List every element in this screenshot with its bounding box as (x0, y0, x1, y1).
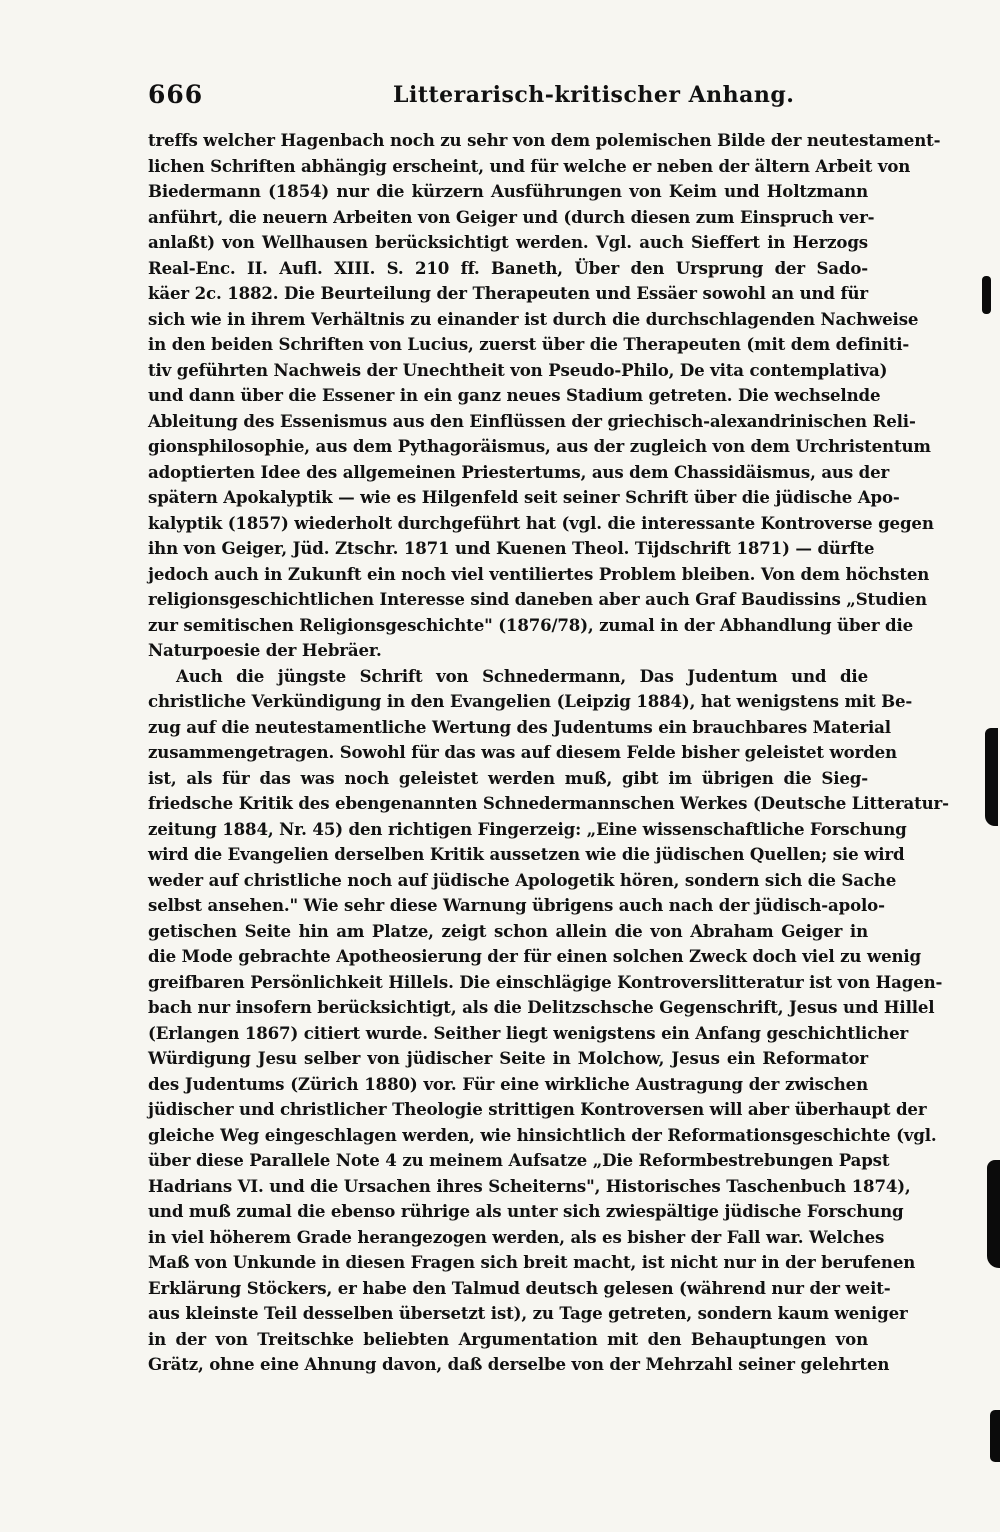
text-line: religionsgeschichtlichen Interesse sind daneben aber auch Graf Baudissins „Studien (148, 589, 927, 609)
text-line: und dann über die Essener in ein ganz neues Stadium getreten. Die wechselnde (148, 385, 881, 405)
text-line: weder auf christliche noch auf jüdische Apologetik hören, sondern sich die Sache (148, 869, 897, 890)
text-line: jedoch auch in Zukunft ein noch viel ventiliertes Problem bleiben. Von dem höchsten (148, 563, 930, 584)
text-line: aus kleinste Teil desselben übersetzt ist), zu Tage getreten, sondern kaum weniger (148, 1303, 908, 1323)
page-number: 666 (148, 80, 204, 109)
text-line: zusammengetragen. Sowohl für das was auf diesem Felde bisher geleistet worden (148, 742, 897, 762)
text-line: in den beiden Schriften von Lucius, zuerst über die Therapeuten (mit dem definiti- (148, 334, 910, 354)
text-line: Naturpoesie der Hebräer. (148, 640, 382, 660)
text-line: adoptierten Idee des allgemeinen Priestertums, aus dem Chassidäismus, aus der (148, 461, 890, 482)
text-line: Biedermann (1854) nur die kürzern Ausführungen von Keim und Holtzmann (148, 181, 868, 201)
margin-mark (985, 728, 998, 826)
text-line: greifbaren Persönlichkeit Hillels. Die einschlägige Kontroverslitteratur ist von Hagen- (148, 971, 943, 992)
text-line: christliche Verkündigung in den Evangelien (Leipzig 1884), hat wenigstens mit Be- (148, 691, 913, 711)
page-header (148, 80, 868, 114)
margin-mark (987, 1160, 1000, 1268)
text-line: Maß von Unkunde in diesen Fragen sich breit macht, ist nicht nur in der berufenen (148, 1252, 916, 1272)
text-line: gionsphilosophie, aus dem Pythagoräismus, aus der zugleich von dem Urchristentum (148, 436, 931, 456)
text-line: gleiche Weg eingeschlagen werden, wie hinsichtlich der Reformationsgeschichte (vgl. (148, 1124, 937, 1145)
text-line: lichen Schriften abhängig erscheint, und für welche er neben der ältern Arbeit von (148, 155, 911, 176)
text-line: kalyptik (1857) wiederholt durchgeführt hat (vgl. die interessante Kontroverse gegen (148, 512, 934, 533)
text-line: und muß zumal die ebenso rührige als unter sich zwiespältige jüdische Forschung (148, 1201, 904, 1221)
text-line: jüdischer und christlicher Theologie strittigen Kontroversen will aber überhaupt der (148, 1099, 927, 1119)
margin-mark (990, 1410, 1000, 1462)
text-line: zug auf die neutestamentliche Wertung des Judentums ein brauchbares Material (148, 716, 891, 737)
text-line: friedsche Kritik des ebengenannten Schnedermannschen Werkes (Deutsche Litteratur- (148, 793, 949, 813)
text-line: Real-Enc. II. Aufl. XIII. S. 210 ff. Baneth, Über den Ursprung der Sado- (148, 257, 868, 278)
text-line: des Judentums (Zürich 1880) vor. Für eine wirkliche Austragung der zwischen (148, 1073, 868, 1094)
text-line: bach nur insofern berücksichtigt, als die Delitzschsche Gegenschrift, Jesus und Hillel (148, 997, 935, 1017)
text-line: Ableitung des Essenismus aus den Einflüssen der griechisch-alexandrinischen Reli- (148, 410, 916, 431)
text-line: tiv geführten Nachweis der Unechtheit von Pseudo-Philo, De vita contemplativa) (148, 359, 888, 380)
text-line: Auch die jüngste Schrift von Schnedermann, Das Judentum und die (176, 665, 868, 686)
text-line: Erklärung Stöckers, er habe den Talmud deutsch gelesen (während nur der weit- (148, 1277, 891, 1298)
running-head: Litterarisch-kritischer Anhang. (393, 82, 795, 108)
text-line: (Erlangen 1867) citiert wurde. Seither liegt wenigstens ein Anfang geschichtlicher (148, 1022, 909, 1043)
text-line: käer 2c. 1882. Die Beurteilung der Therapeuten und Essäer sowohl an und für (148, 283, 868, 303)
text-line: über diese Parallele Note 4 zu meinem Aufsatze „Die Reformbestrebungen Papst (148, 1150, 890, 1170)
text-line: getischen Seite hin am Platze, zeigt schon allein die von Abraham Geiger in (148, 920, 868, 941)
text-line: ihn von Geiger, Jüd. Ztschr. 1871 und Kuenen Theol. Tijdschrift 1871) — dürfte (148, 538, 875, 558)
text-line: in der von Treitschke beliebten Argumentation mit den Behauptungen von (148, 1328, 868, 1349)
body-text (148, 128, 949, 1378)
margin-mark (982, 276, 991, 314)
text-line: wird die Evangelien derselben Kritik aussetzen wie die jüdischen Quellen; sie wird (148, 844, 905, 864)
text-line: sich wie in ihrem Verhältnis zu einander ist durch die durchschlagenden Nachweise (148, 308, 919, 329)
paragraph-2 (148, 664, 949, 1378)
text-line: Grätz, ohne eine Ahnung davon, daß derselbe von der Mehrzahl seiner gelehrten (148, 1354, 890, 1374)
text-line: anführt, die neuern Arbeiten von Geiger und (durch diesen zum Einspruch ver- (148, 206, 875, 227)
text-line: treffs welcher Hagenbach noch zu sehr von dem polemischen Bilde der neutestament- (148, 130, 941, 150)
text-line: zeitung 1884, Nr. 45) den richtigen Fingerzeig: „Eine wissenschaftliche Forschung (148, 818, 907, 839)
text-line: anlaßt) von Wellhausen berücksichtigt werden. Vgl. auch Sieffert in Herzogs (148, 232, 868, 252)
text-line: die Mode gebrachte Apotheosierung der für einen solchen Zweck doch viel zu wenig (148, 946, 922, 966)
text-line: ist, als für das was noch geleistet werden muß, gibt im übrigen die Sieg- (148, 767, 868, 788)
text-line: selbst ansehen." Wie sehr diese Warnung übrigens auch nach der jüdisch-apolo- (148, 895, 885, 915)
paragraph-1 (148, 128, 941, 664)
text-line: zur semitischen Religionsgeschichte" (1876/78), zumal in der Abhandlung über die (148, 614, 914, 635)
text-line: spätern Apokalyptik — wie es Hilgenfeld seit seiner Schrift über die jüdische Apo- (148, 487, 900, 507)
text-line: Würdigung Jesu selber von jüdischer Seite in Molchow, Jesus ein Reformator (148, 1048, 868, 1068)
text-line: Hadrians VI. und die Ursachen ihres Scheiterns", Historisches Taschenbuch 1874), (148, 1175, 911, 1196)
text-line: in viel höherem Grade herangezogen werden, als es bisher der Fall war. Welches (148, 1226, 885, 1247)
